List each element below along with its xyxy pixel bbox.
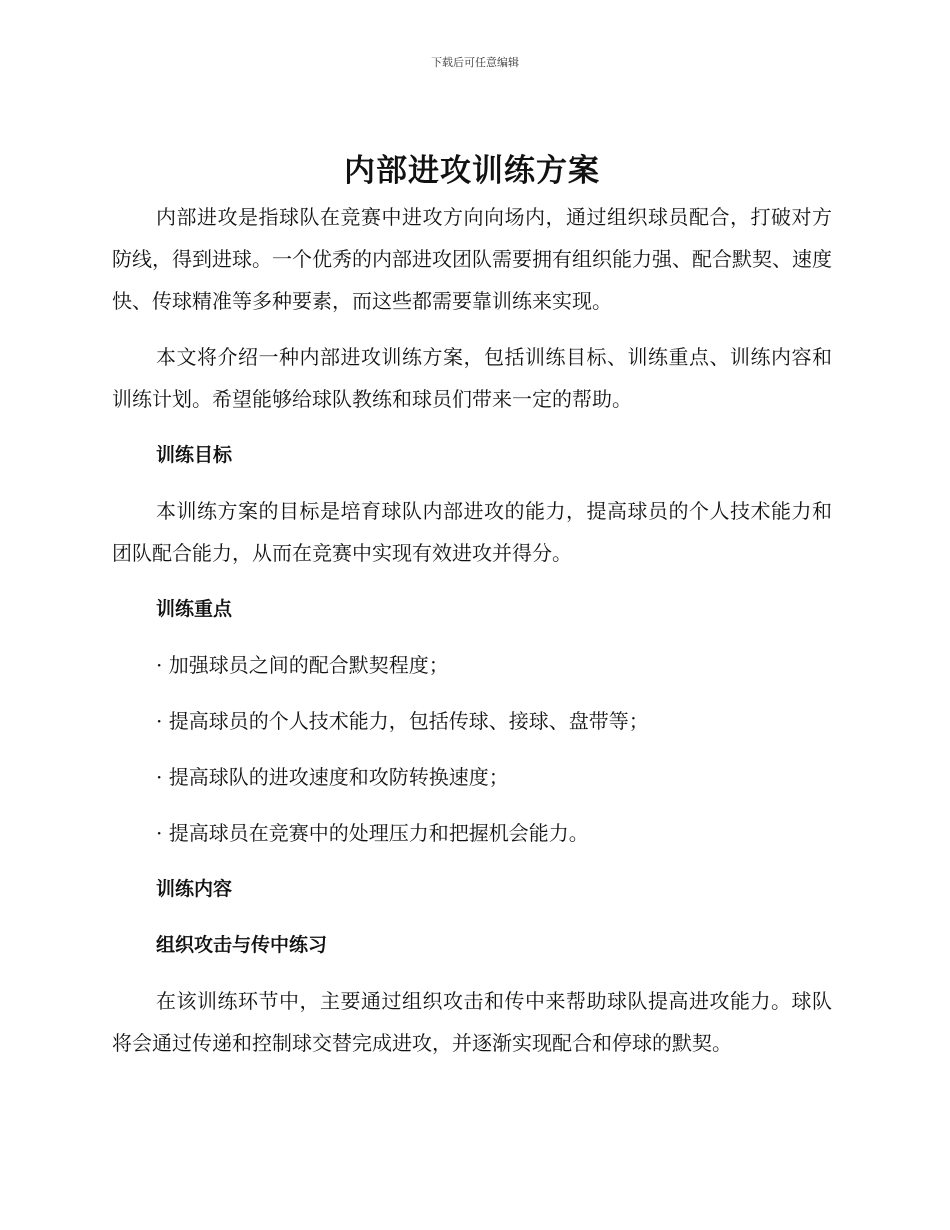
focus-list-item: · 提高球队的进攻速度和攻防转换速度； (156, 765, 509, 789)
focus-list-item: · 加强球员之间的配合默契程度； (156, 653, 449, 677)
document-body (112, 148, 832, 1078)
subsection-heading-drill: 组织攻击与传中练习 (156, 934, 328, 956)
content-paragraph: 在该训练环节中，主要通过组织攻击和传中来帮助球队提高进攻能力。球队将会通过传递和控制球交替完成进攻，并逐渐实现配合和停球的默契。 (112, 989, 832, 1055)
focus-list-item: · 提高球员在竞赛中的处理压力和把握机会能力。 (156, 821, 589, 845)
intro-paragraph-1: 内部进攻是指球队在竞赛中进攻方向向场内，通过组织球员配合，打破对方防线，得到进球。一个优秀的内部进攻团队需要拥有组织能力强、配合默契、速度快、传球精准等多种要素，而这些都需要靠训练来实现。 (112, 205, 832, 313)
section-heading-goal: 训练目标 (156, 444, 233, 466)
section-heading-content: 训练内容 (156, 878, 233, 900)
page-header-note: 下载后可任意编辑 (431, 56, 519, 69)
section-heading-focus: 训练重点 (156, 598, 233, 620)
intro-paragraph-2: 本文将介绍一种内部进攻训练方案，包括训练目标、训练重点、训练内容和训练计划。希望能够给球队教练和球员们带来一定的帮助。 (112, 345, 832, 411)
document-title: 内部进攻训练方案 (344, 153, 600, 189)
focus-list-item: · 提高球员的个人技术能力，包括传球、接球、盘带等； (156, 709, 649, 733)
goal-paragraph: 本训练方案的目标是培育球队内部进攻的能力，提高球员的个人技术能力和团队配合能力，从而在竞赛中实现有效进攻并得分。 (112, 499, 832, 565)
